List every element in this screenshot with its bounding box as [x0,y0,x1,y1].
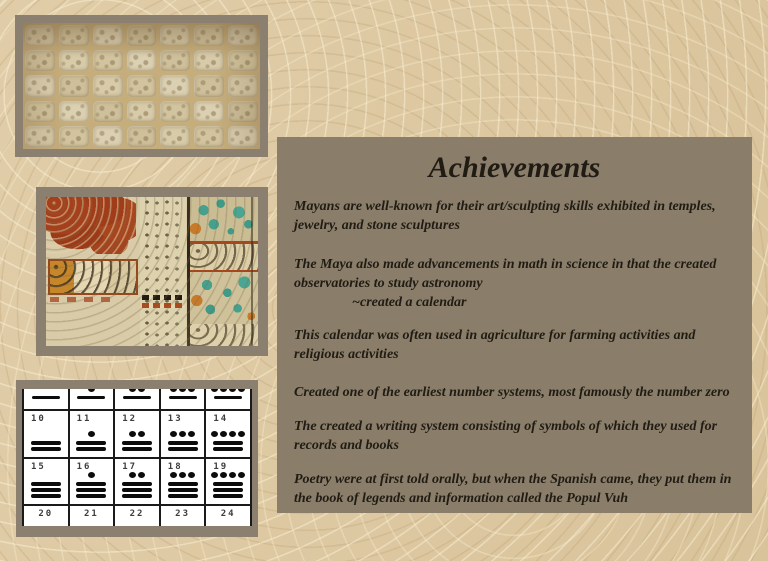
mayan-dot [238,472,245,478]
codex-red-patch [46,197,136,254]
mayan-dot [179,472,186,478]
mayan-bar [213,488,243,492]
content-box [277,137,752,513]
number-table-row [24,389,250,411]
number-cell [115,389,161,409]
number-label: 13 [167,414,183,424]
stone-glyph-block [59,50,89,71]
mayan-dot [88,472,95,478]
mayan-dot [129,431,136,437]
mayan-bars [76,440,106,452]
mayan-bar [122,441,152,445]
stone-glyph-block [228,25,258,46]
number-cell [115,506,161,526]
mayan-dot [188,389,195,392]
stone-glyph-block [160,50,190,71]
body-paragraph [294,417,738,455]
number-table [22,389,252,526]
number-cell [24,389,70,409]
mayan-bar [168,494,198,498]
body-paragraph [294,197,738,235]
stone-glyph-block [59,75,89,96]
number-label: 19 [213,462,229,472]
mayan-dot [229,389,236,392]
paragraph-text: The Maya also made advancements in math in science in that the created observatories to study astronomy [294,257,717,291]
stone-glyph-block [228,75,258,96]
stone-glyph-block [25,126,55,147]
mayan-dots [169,472,196,479]
stone-glyph-block [93,75,123,96]
page-title: Achievements [428,151,601,184]
mayan-bars [213,440,243,452]
mayan-dot [129,472,136,478]
number-cell [70,459,116,504]
mayan-bars [122,440,152,452]
mayan-dot [211,389,218,392]
mayan-bar [76,447,106,451]
mayan-bar [31,441,61,445]
number-cell [161,411,207,457]
mayan-bars [214,395,242,400]
mayan-bar [122,488,152,492]
stone-glyph-block [93,50,123,71]
stone-glyph-block [25,25,55,46]
number-cell [70,389,116,409]
mayan-bar [168,488,198,492]
stone-glyphs-figure [15,15,268,157]
number-label: 23 [175,509,190,519]
body-text [277,197,752,508]
codex-figure [36,187,268,356]
stone-glyph-block [25,50,55,71]
stone-glyph-block [160,75,190,96]
codex-right-glyphs [190,244,258,272]
mayan-bars [169,395,197,400]
stone-glyph-block [194,25,224,46]
number-label: 12 [122,414,138,424]
mayan-dot [188,472,195,478]
stone-glyph-block [160,25,190,46]
paragraph-text: Created one of the earliest number systems, most famously the number zero [294,385,730,400]
mayan-dot [229,431,236,437]
number-table-row [24,459,250,506]
mayan-bar [213,441,243,445]
number-label: 17 [122,462,138,472]
body-paragraph [294,383,738,402]
number-label: 20 [38,509,54,519]
number-cell [24,411,70,457]
number-label: 16 [76,462,92,472]
sub-bullet: ~created a calendar [352,295,467,310]
mayan-bar [123,396,151,399]
codex-right-edge-line [251,197,253,346]
number-cell [206,459,250,504]
mayan-dot [170,472,177,478]
mayan-dots [210,389,246,393]
mayan-bars [76,481,106,499]
number-cell [161,459,207,504]
stone-glyph-block [93,101,123,122]
mayan-dots [169,431,196,438]
mayan-bars [168,481,198,499]
stone-glyph-block [59,126,89,147]
mayan-dot [170,389,177,392]
stone-glyph-block [160,126,190,147]
mayan-dots [128,472,146,479]
mayan-dot [238,431,245,437]
codex-black-dashes [142,295,184,300]
mayan-dots [87,472,96,479]
mayan-bar [76,488,106,492]
stone-glyph-block [127,50,157,71]
stone-glyph-block [93,25,123,46]
glyph-wall-grid [25,25,258,147]
mayan-dot [220,472,227,478]
stone-glyph-block [160,101,190,122]
mayan-dots [169,389,196,393]
mayan-dot [188,431,195,437]
mayan-dots [128,431,146,438]
stone-glyph-block [194,126,224,147]
number-cell [70,411,116,457]
stone-glyphs-photo [23,23,260,149]
stone-glyph-block [127,25,157,46]
number-cell [206,411,250,457]
mayan-dot [138,389,145,392]
codex-glyph-band [48,259,138,295]
mayan-bar [213,482,243,486]
mayan-bars [168,440,198,452]
number-table-row [24,506,250,526]
number-label: 24 [220,509,236,519]
number-cell [115,459,161,504]
mayan-dot [220,431,227,437]
mayan-dot [179,431,186,437]
mayan-dot [138,431,145,437]
mayan-bars [32,395,60,400]
mayan-bar [31,494,61,498]
mayan-bar [168,447,198,451]
stone-glyph-block [25,75,55,96]
number-cell [70,506,116,526]
mayan-bar [31,488,61,492]
stone-glyph-block [93,126,123,147]
mayan-bar [168,482,198,486]
mayan-bar [213,447,243,451]
codex-red-dashes [142,303,184,308]
mayan-dot [238,389,245,392]
number-label: 18 [167,462,183,472]
stone-glyph-block [194,101,224,122]
mayan-dots [210,472,246,479]
number-label: 11 [76,414,92,424]
number-cell [206,389,250,409]
mayan-dot [229,472,236,478]
mayan-dot [88,431,95,437]
mayan-dots [210,431,246,438]
mayan-bars [122,481,152,499]
mayan-bars [77,395,105,400]
mayan-dots [87,431,96,438]
mayan-dot [170,431,177,437]
mayan-bar [31,482,61,486]
stone-glyph-block [228,50,258,71]
mayan-bars [123,395,151,400]
stone-glyph-block [59,101,89,122]
number-label: 15 [31,462,46,472]
mayan-bars [213,481,243,499]
mayan-bar [169,396,197,399]
paragraph-text: Mayans are well-known for their art/sculpting skills exhibited in temples, jewelry, and stone sculptures [294,199,716,233]
mayan-dot [211,472,218,478]
number-table-row [24,411,250,459]
mayan-bars [31,440,61,452]
number-cell [206,506,250,526]
stone-glyph-block [127,101,157,122]
numbers-figure [16,380,258,537]
body-paragraph [294,470,738,508]
mayan-bar [76,482,106,486]
mayan-bar [31,447,61,451]
mayan-bar [168,441,198,445]
mayan-dot [220,389,227,392]
number-cell [161,506,207,526]
number-label: 10 [31,414,46,424]
codex-teal-patch-bottom [190,272,258,324]
stone-glyph-block [127,75,157,96]
stone-glyph-block [228,101,258,122]
mayan-bar [76,441,106,445]
mayan-bar [213,494,243,498]
number-cell [24,506,70,526]
mayan-dot [138,472,145,478]
mayan-bar [77,396,105,399]
mayan-dot [129,389,136,392]
body-paragraph [294,255,738,312]
mayan-bar [214,396,242,399]
mayan-bar [122,482,152,486]
number-label: 21 [83,509,99,519]
mayan-dot [88,389,95,392]
stone-glyph-block [25,101,55,122]
mayan-dots [87,389,96,393]
body-paragraph [294,326,738,364]
stone-glyph-block [194,50,224,71]
paragraph-text: The created a writing system consisting of symbols of which they used for records and books [294,419,718,453]
number-cell [161,389,207,409]
mayan-bar [32,396,60,399]
codex-teal-patch-top [190,197,258,244]
codex-right-foot [190,324,258,346]
mayan-dot [179,389,186,392]
mayan-dot [211,431,218,437]
number-cell [24,459,70,504]
number-label: 14 [213,414,229,424]
stone-glyph-block [228,126,258,147]
number-label: 22 [129,509,145,519]
mayan-bar [122,494,152,498]
codex-red-sliver [50,297,114,302]
stone-glyph-block [127,126,157,147]
mayan-dots [128,389,146,393]
stone-glyph-block [194,75,224,96]
mayan-bar [76,494,106,498]
paragraph-text: This calendar was often used in agriculture for farming activities and religious activities [294,328,696,362]
mayan-bar [122,447,152,451]
stone-glyph-block [59,25,89,46]
codex-photo [46,197,258,346]
paragraph-text: Poetry were at first told orally, but when the Spanish came, they put them in the book of legends and information called the Popul Vuh [294,472,732,506]
number-cell [115,411,161,457]
mayan-bars [31,481,61,499]
codex-glyph-column [140,197,186,346]
